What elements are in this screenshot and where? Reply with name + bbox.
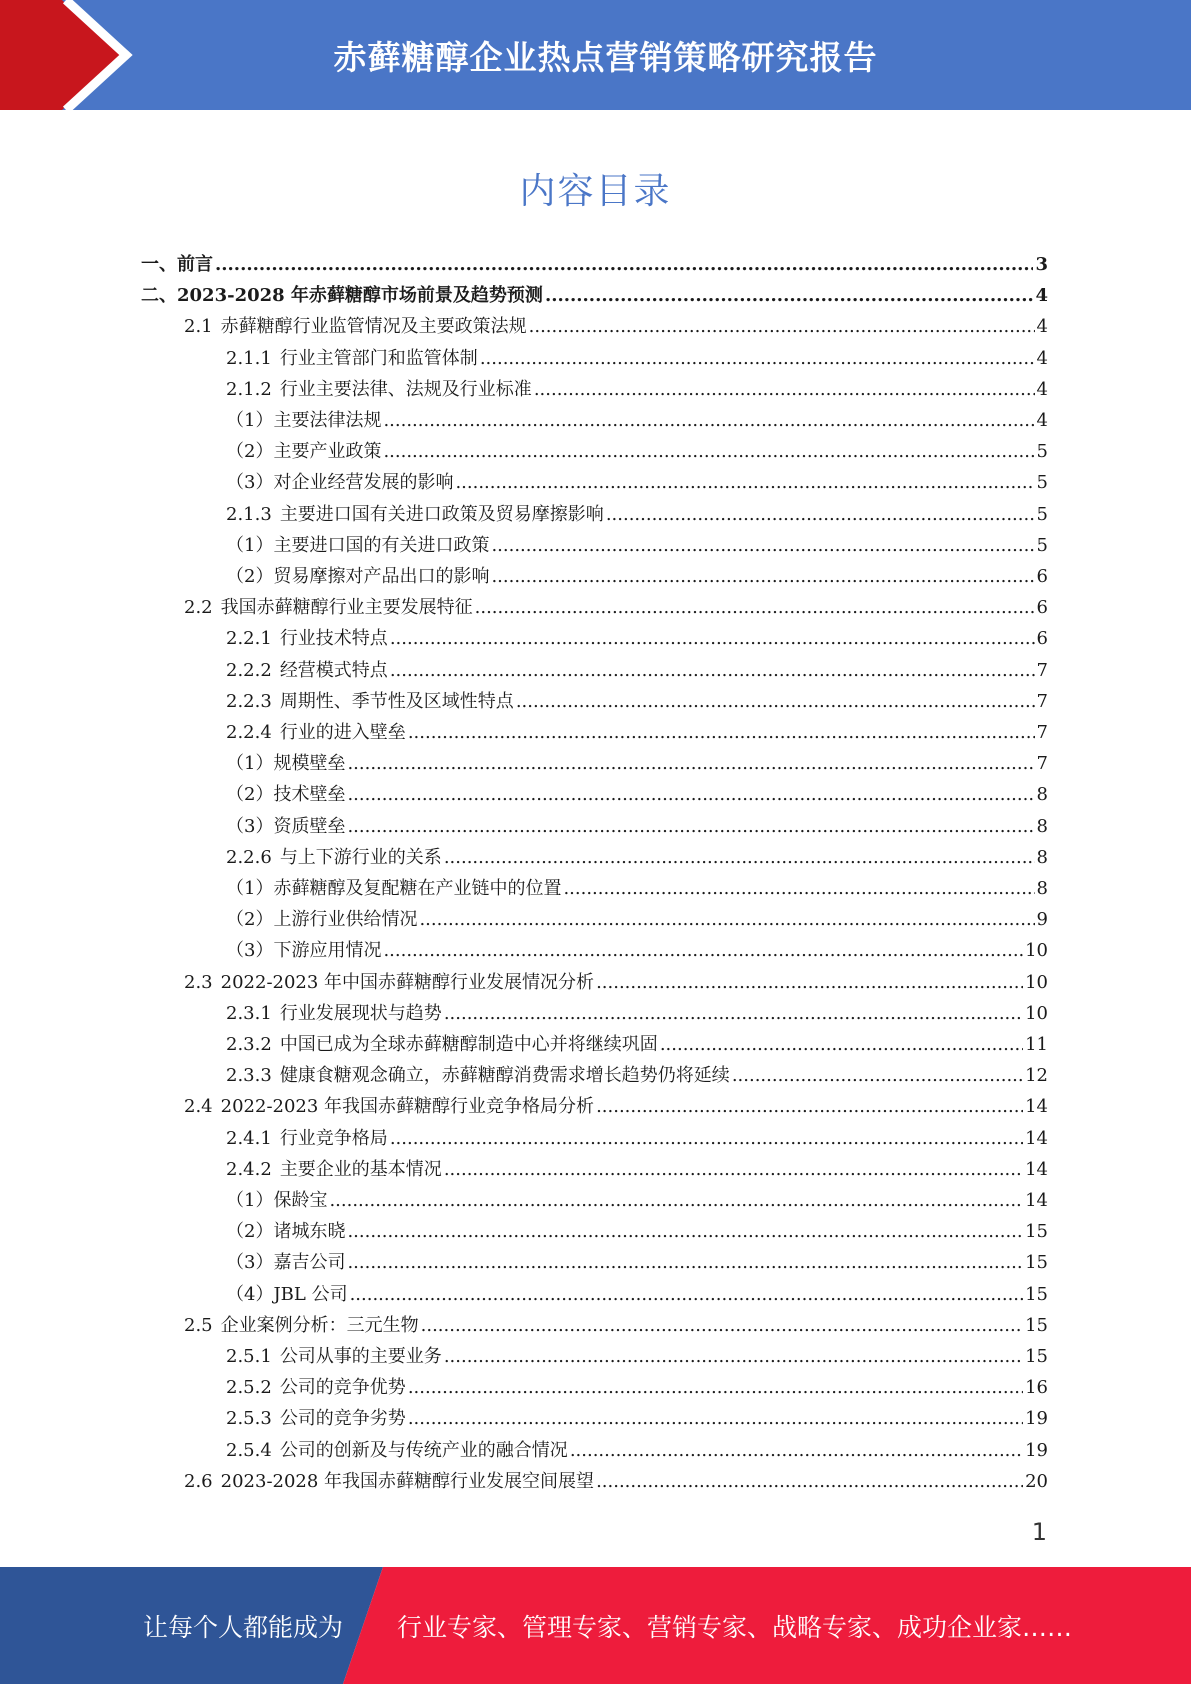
toc-entry-title: 赤藓糖醇行业监管情况及主要政策法规 [220, 316, 527, 338]
toc-entry[interactable] [226, 472, 1048, 494]
toc-entry-title: 中国已成为全球赤藓糖醇制造中心并将继续巩固 [279, 1034, 658, 1055]
toc-entry-page: 5 [1036, 503, 1048, 525]
toc-leader-dots [491, 566, 1034, 588]
toc-entry-title: JBL 公司 [273, 1283, 348, 1305]
toc-entry-page: 14 [1025, 1158, 1048, 1180]
toc-entry[interactable] [226, 1440, 1048, 1462]
toc-leader-dots [347, 784, 1034, 806]
toc-entry[interactable] [184, 1471, 1048, 1493]
toc-leader-dots [563, 878, 1034, 900]
toc-leader-dots [444, 1003, 1023, 1025]
toc-leader-dots [596, 1471, 1023, 1493]
toc-entry-page: 6 [1036, 597, 1048, 619]
toc-entry-number: 2.6 [184, 1470, 213, 1492]
toc-entry-title: 公司的创新及与传统产业的融合情况 [279, 1439, 568, 1461]
toc-leader-dots [347, 1252, 1023, 1274]
toc-entry-page: 19 [1025, 1439, 1048, 1461]
toc-leader-dots [419, 909, 1034, 931]
toc-entry-title: 前言 [177, 254, 213, 275]
toc-entry-page: 4 [1036, 378, 1048, 400]
toc-entry-number: 2.2 [184, 597, 213, 619]
toc-leader-dots [347, 1221, 1023, 1243]
toc-entry-title: 2023-2028 年我国赤藓糖醇行业发展空间展望 [220, 1470, 595, 1492]
toc-entry-title: 周期性、季节性及区域性特点 [279, 690, 514, 712]
toc-entry-number: 一、 [141, 254, 177, 275]
toc-leader-dots [350, 1284, 1024, 1306]
toc-entry-number: 2.4.2 [226, 1158, 272, 1180]
toc-entry-number: 2.1.1 [226, 347, 272, 369]
toc-entry-title: 2023-2028 年赤藓糖醇市场前景及趋势预测 [177, 285, 543, 307]
toc-entry[interactable] [226, 1284, 1048, 1306]
toc-leader-dots [480, 348, 1035, 370]
toc-leader-dots [545, 285, 1034, 307]
toc-entry-page: 7 [1036, 690, 1048, 712]
toc-entry-page: 19 [1025, 1408, 1048, 1430]
toc-entry-page: 9 [1036, 909, 1048, 931]
footer-slogan-right: 行业专家、管理专家、营销专家、战略专家、成功企业家…… [397, 1612, 1073, 1642]
toc-entry-page: 4 [1036, 347, 1048, 369]
toc-entry[interactable] [184, 316, 1048, 338]
toc-entry-title: 公司的竞争优势 [279, 1377, 406, 1399]
toc-entry-number: （1） [226, 1190, 274, 1211]
toc-entry-number: 2.1.3 [226, 503, 272, 525]
toc-entry-page: 15 [1025, 1221, 1048, 1243]
toc-entry-title: 经营模式特点 [279, 659, 388, 681]
toc-entry-number: （3） [226, 940, 274, 962]
toc-entry-number: （2） [226, 441, 274, 463]
toc-leader-dots [455, 472, 1034, 494]
toc-entry-number: 2.5 [184, 1314, 213, 1336]
toc-entry-number: 二、 [141, 285, 177, 307]
toc-entry[interactable] [226, 784, 1048, 806]
toc-entry[interactable] [226, 847, 1048, 869]
toc-leader-dots [444, 1159, 1023, 1181]
toc-entry-page: 10 [1025, 940, 1048, 962]
toc-entry-page: 20 [1025, 1470, 1048, 1492]
toc-leader-dots [408, 1377, 1023, 1399]
toc-leader-dots [732, 1065, 1023, 1087]
toc-entry-page: 8 [1036, 784, 1048, 806]
toc-entry-title: 2022-2023 年我国赤藓糖醇行业竞争格局分析 [220, 1096, 595, 1118]
toc-entry[interactable] [226, 504, 1048, 526]
toc-entry-page: 16 [1025, 1377, 1048, 1399]
toc-entry-page: 7 [1036, 753, 1048, 775]
toc-entry-page: 15 [1025, 1346, 1048, 1367]
toc-entry-number: （3） [226, 815, 274, 837]
toc-entry-page: 10 [1025, 971, 1048, 993]
toc-leader-dots [390, 1128, 1023, 1150]
toc-entry-number: 2.3.2 [226, 1034, 272, 1055]
toc-entry-page: 8 [1036, 878, 1048, 899]
toc-entry[interactable] [226, 691, 1048, 713]
toc-entry-number: 2.4.1 [226, 1127, 272, 1149]
toc-entry-page: 14 [1025, 1096, 1048, 1118]
toc-entry-page: 5 [1036, 534, 1048, 556]
toc-entry-page: 6 [1036, 566, 1048, 587]
toc-entry[interactable] [226, 660, 1048, 682]
toc-leader-dots [329, 1190, 1023, 1212]
toc-entry-number: 2.5.2 [226, 1377, 272, 1399]
toc-entry-title: 行业竞争格局 [279, 1127, 388, 1149]
toc-entry-page: 5 [1036, 472, 1048, 494]
toc-entry[interactable] [141, 285, 1048, 307]
toc-leader-dots [516, 691, 1035, 713]
toc-entry-title: 企业案例分析：三元生物 [220, 1314, 419, 1336]
toc-entry[interactable] [184, 972, 1048, 994]
toc-entry-number: 2.4 [184, 1096, 213, 1118]
toc-entry-page: 11 [1025, 1034, 1048, 1055]
report-header-band [0, 0, 1191, 110]
toc-entry-page: 5 [1036, 441, 1048, 463]
toc-entry-number: （1） [226, 753, 274, 775]
toc-entry-title: 行业主要法律、法规及行业标准 [279, 378, 532, 400]
toc-entry[interactable] [226, 566, 1048, 588]
toc-entry-title: 规模壁垒 [273, 753, 346, 775]
toc-heading: 内容目录 [519, 171, 672, 212]
toc-entry-number: 2.1.2 [226, 378, 272, 400]
toc-entry-number: （1） [226, 878, 274, 899]
toc-leader-dots [534, 379, 1035, 401]
toc-leader-dots [390, 660, 1035, 682]
toc-entry-title: 主要企业的基本情况 [279, 1158, 442, 1180]
toc-entry-page: 4 [1036, 410, 1048, 431]
toc-entry[interactable] [226, 1003, 1048, 1025]
toc-entry-title: 公司的竞争劣势 [279, 1408, 406, 1430]
toc-entry-title: 诸城东晓 [273, 1221, 346, 1243]
toc-entry-title: 技术壁垒 [273, 784, 346, 806]
toc-entry-page: 14 [1025, 1127, 1048, 1149]
toc-entry-title: 主要进口国有关进口政策及贸易摩擦影响 [279, 503, 604, 525]
toc-entry-title: 对企业经营发展的影响 [273, 472, 454, 494]
toc-entry-number: 2.2.4 [226, 722, 272, 743]
toc-entry-title: 健康食糖观念确立，赤藓糖醇消费需求增长趋势仍将延续 [279, 1065, 730, 1087]
toc-leader-dots [408, 1408, 1023, 1430]
toc-leader-dots [215, 254, 1033, 276]
toc-entry-page: 7 [1036, 659, 1048, 681]
toc-entry-title: 下游应用情况 [273, 940, 382, 962]
toc-entry[interactable] [226, 1159, 1048, 1181]
toc-leader-dots [390, 628, 1035, 650]
toc-leader-dots [475, 597, 1035, 619]
toc-entry-title: 我国赤藓糖醇行业主要发展特征 [220, 597, 473, 619]
toc-entry[interactable] [226, 1346, 1048, 1368]
toc-entry-number: （3） [226, 472, 274, 494]
toc-leader-dots [529, 316, 1035, 338]
toc-entry-number: （4） [226, 1283, 274, 1305]
toc-entry-number: 2.2.2 [226, 659, 272, 681]
toc-entry-page: 15 [1025, 1314, 1048, 1336]
toc-entry[interactable] [226, 410, 1048, 432]
toc-entry-number: （2） [226, 1221, 274, 1243]
toc-entry[interactable] [226, 816, 1048, 838]
toc-leader-dots [444, 1346, 1023, 1368]
toc-entry[interactable] [226, 379, 1048, 401]
toc-entry-number: 2.1 [184, 316, 213, 338]
toc-entry[interactable] [226, 535, 1048, 557]
toc-entry[interactable] [226, 878, 1048, 900]
toc-entry[interactable] [226, 1252, 1048, 1274]
toc-entry[interactable] [226, 753, 1048, 775]
toc-entry[interactable] [226, 1377, 1048, 1399]
toc-entry-title: 主要进口国的有关进口政策 [273, 534, 490, 556]
toc-leader-dots [383, 441, 1034, 463]
toc-entry[interactable] [184, 1096, 1048, 1118]
toc-entry-title: 公司从事的主要业务 [279, 1346, 442, 1367]
toc-entry-title: 赤藓糖醇及复配糖在产业链中的位置 [273, 878, 562, 899]
toc-entry-number: 2.3.3 [226, 1065, 272, 1087]
toc-entry-title: 保龄宝 [273, 1190, 328, 1211]
toc-entry[interactable] [184, 1315, 1048, 1337]
toc-entry-title: 资质壁垒 [273, 815, 346, 837]
toc-leader-dots [570, 1440, 1023, 1462]
toc-entry-number: 2.2.3 [226, 690, 272, 712]
toc-leader-dots [606, 504, 1035, 526]
toc-entry-number: 2.5.3 [226, 1408, 272, 1430]
report-title: 赤藓糖醇企业热点营销策略研究报告 [333, 37, 878, 77]
toc-entry[interactable] [226, 348, 1048, 370]
toc-leader-dots [660, 1034, 1023, 1056]
footer-band [0, 1567, 1191, 1684]
toc-leader-dots [421, 1315, 1023, 1337]
toc-leader-dots [444, 847, 1035, 869]
toc-leader-dots [491, 535, 1034, 557]
toc-entry-number: （3） [226, 1252, 274, 1274]
toc-entry-number: 2.3.1 [226, 1002, 272, 1024]
toc-entry-page: 4 [1035, 285, 1048, 307]
toc-leader-dots [596, 1096, 1023, 1118]
toc-entry-page: 15 [1025, 1283, 1048, 1305]
toc-entry[interactable] [226, 1408, 1048, 1430]
toc-leader-dots [383, 940, 1023, 962]
toc-leader-dots [347, 816, 1034, 838]
footer-slogan-left: 让每个人都能成为 [143, 1612, 344, 1642]
toc-entry-number: （2） [226, 909, 274, 931]
toc-entry-number: 2.2.1 [226, 628, 272, 650]
toc-entry-page: 7 [1036, 722, 1048, 743]
toc-entry-title: 主要产业政策 [273, 441, 382, 463]
toc-entry-page: 4 [1036, 316, 1048, 338]
toc-leader-dots [596, 972, 1023, 994]
toc-entry[interactable] [226, 1128, 1048, 1150]
toc-entry-title: 行业主管部门和监管体制 [279, 347, 478, 369]
toc-entry-number: 2.5.4 [226, 1439, 272, 1461]
toc-entry-number: （2） [226, 784, 274, 806]
toc-entry[interactable] [226, 628, 1048, 650]
toc-entry[interactable] [226, 441, 1048, 463]
toc-entry[interactable] [226, 1221, 1048, 1243]
toc-entry-title: 上游行业供给情况 [273, 909, 418, 931]
toc-entry[interactable] [226, 722, 1048, 744]
toc-entry-page: 14 [1025, 1190, 1048, 1211]
toc-entry-title: 行业技术特点 [279, 628, 388, 650]
toc-leader-dots [408, 722, 1035, 744]
toc-entry-number: 2.2.6 [226, 846, 272, 868]
toc-entry-number: （1） [226, 410, 274, 431]
toc-entry[interactable] [226, 909, 1048, 931]
toc-leader-dots [383, 410, 1034, 432]
toc-entry-title: 与上下游行业的关系 [279, 846, 442, 868]
toc-entry-page: 3 [1035, 254, 1048, 275]
toc-entry-number: （2） [226, 566, 274, 587]
toc-entry-page: 10 [1025, 1002, 1048, 1024]
toc-entry-title: 行业发展现状与趋势 [279, 1002, 442, 1024]
toc-entry[interactable] [226, 940, 1048, 962]
toc-entry-title: 嘉吉公司 [273, 1252, 346, 1274]
page-number: 1 [1031, 1518, 1047, 1546]
toc-entry-number: 2.3 [184, 971, 213, 993]
toc-entry-number: 2.5.1 [226, 1346, 272, 1367]
toc-entry-number: （1） [226, 534, 274, 556]
toc-entry-page: 8 [1036, 815, 1048, 837]
toc-entry-page: 6 [1036, 628, 1048, 650]
toc-leader-dots [347, 753, 1034, 775]
toc-entry-title: 主要法律法规 [273, 410, 382, 431]
toc-entry[interactable] [226, 1034, 1048, 1056]
toc-entry[interactable] [226, 1190, 1048, 1212]
toc-entry[interactable] [141, 254, 1048, 276]
toc-entry-page: 12 [1025, 1065, 1048, 1087]
toc-entry-title: 贸易摩擦对产品出口的影响 [273, 566, 490, 587]
toc-entry-page: 8 [1036, 846, 1048, 868]
toc-entry-title: 2022-2023 年中国赤藓糖醇行业发展情况分析 [220, 971, 595, 993]
toc-entry-title: 行业的进入壁垒 [279, 722, 406, 743]
toc-entry-page: 15 [1025, 1252, 1048, 1274]
toc-entry[interactable] [184, 597, 1048, 619]
toc-entry[interactable] [226, 1065, 1048, 1087]
